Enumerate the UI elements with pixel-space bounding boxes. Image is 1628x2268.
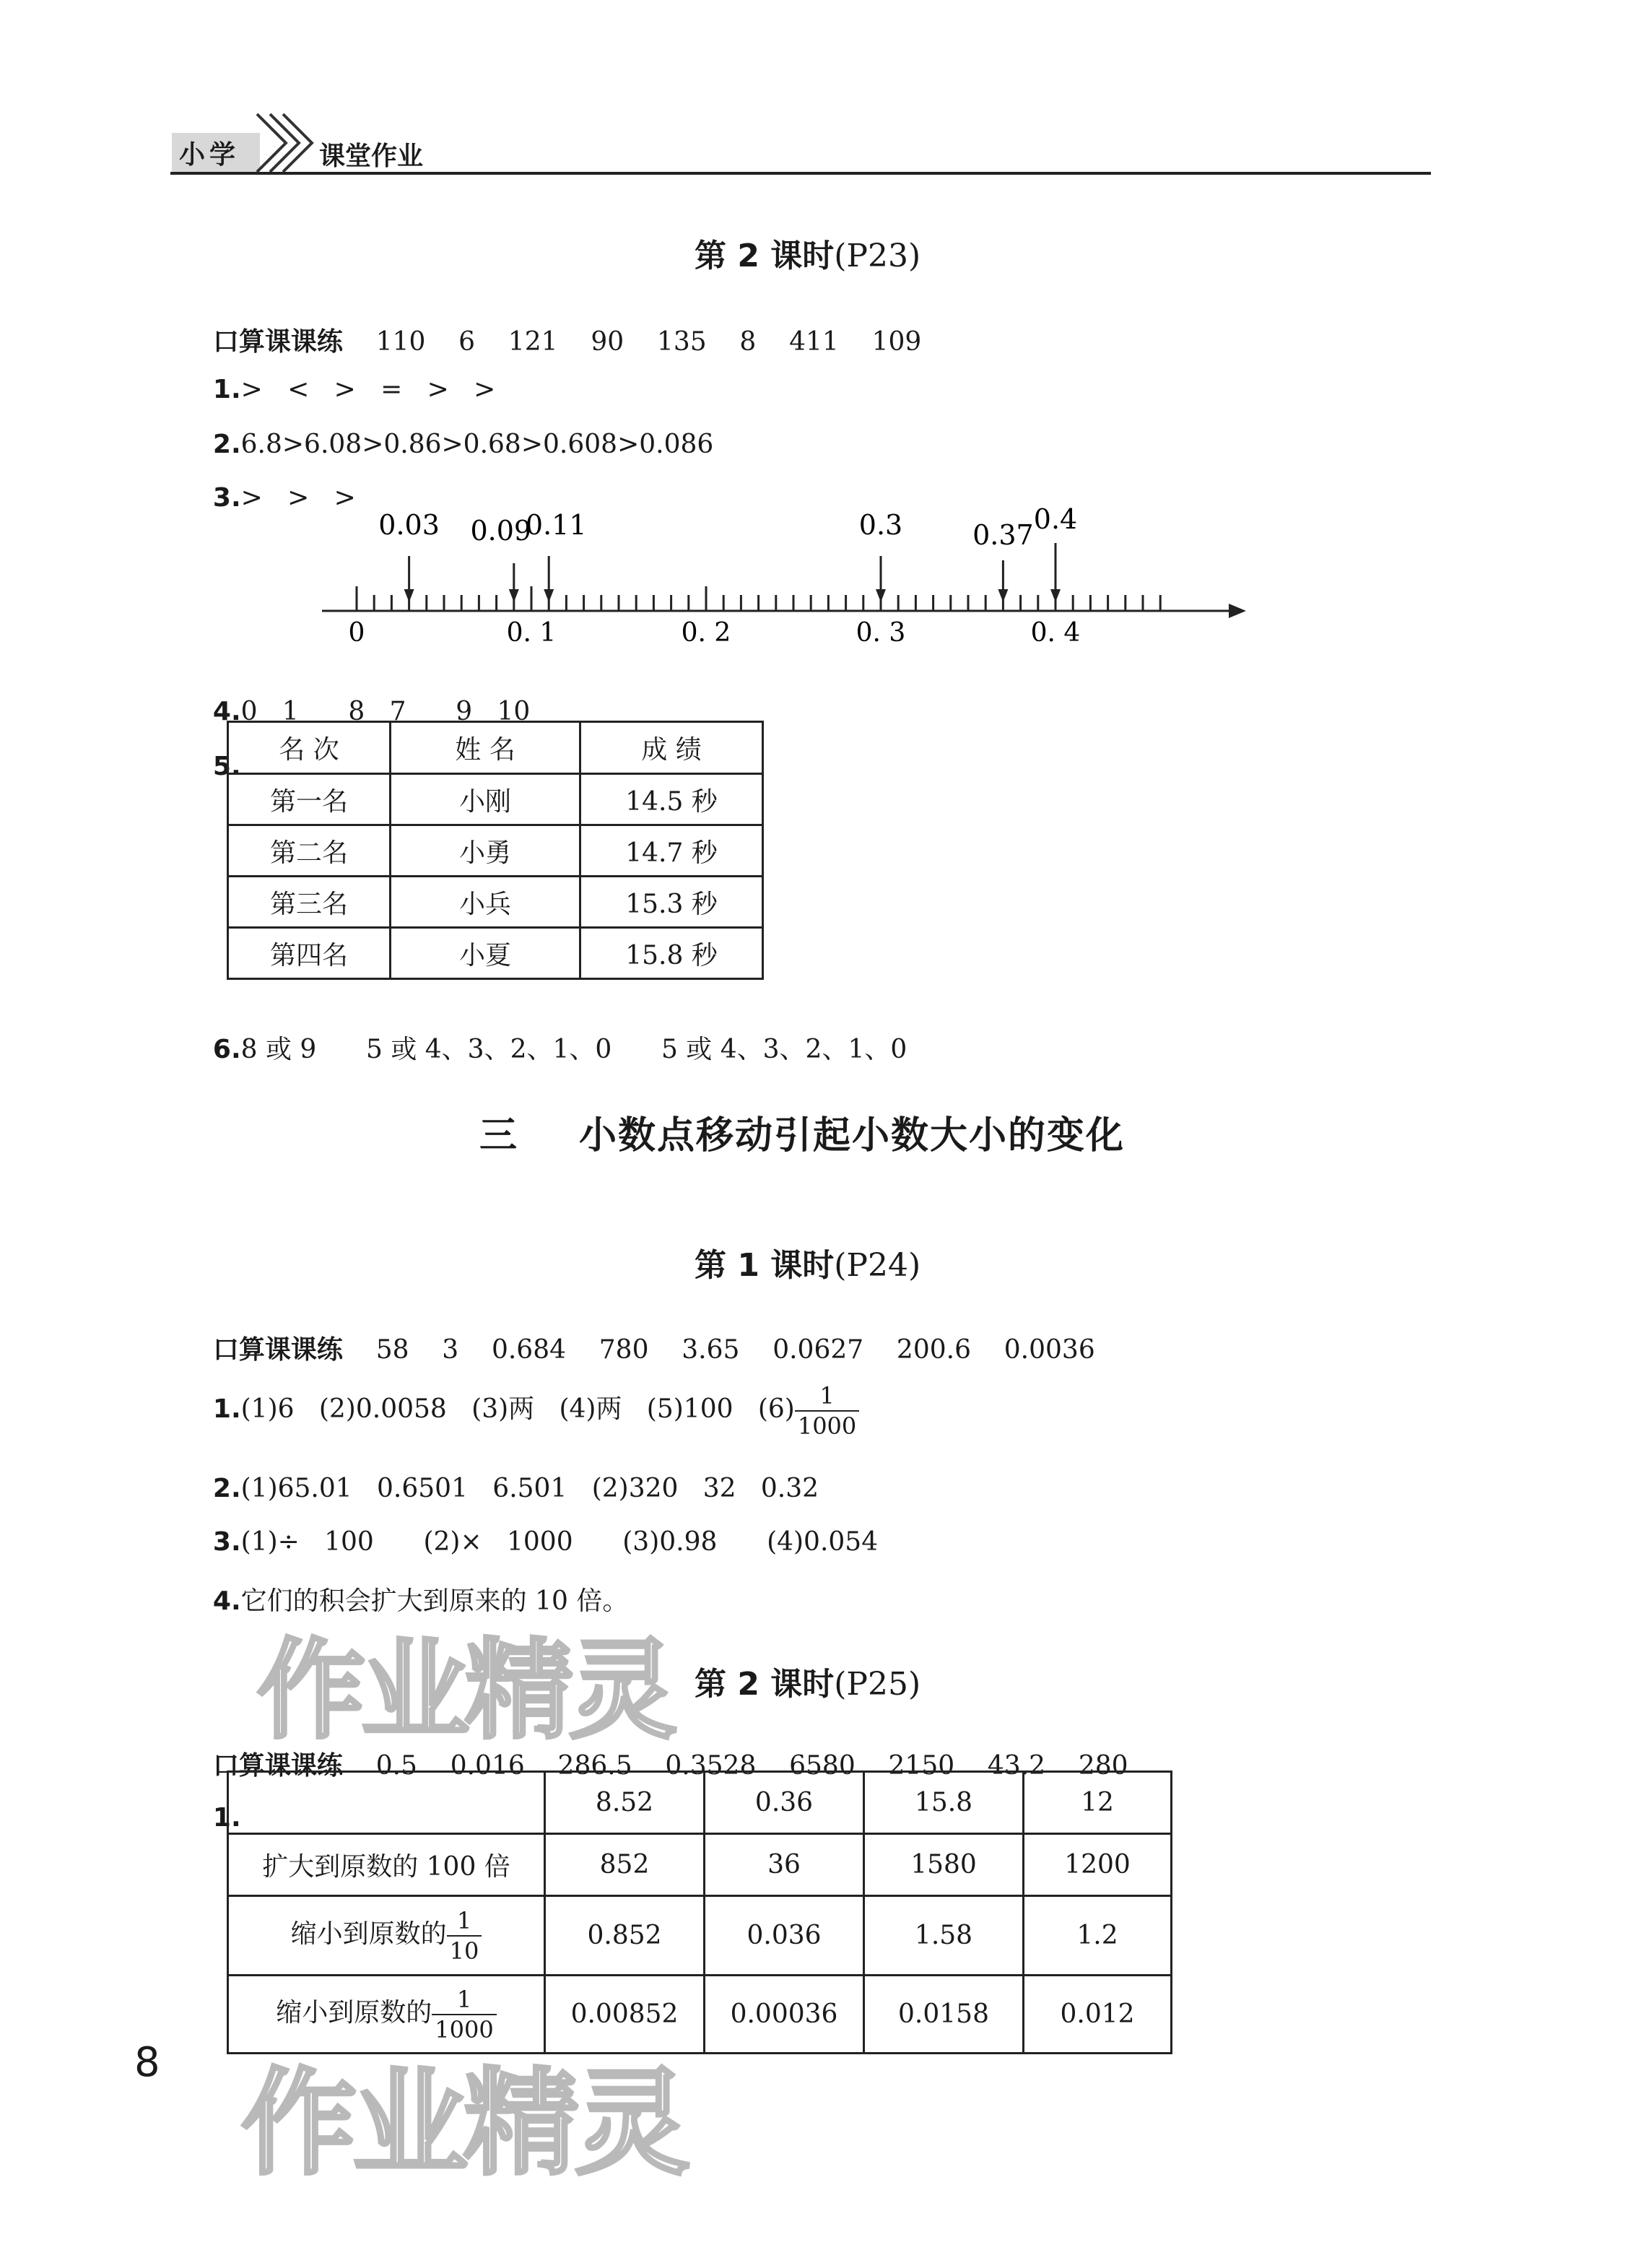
ranking-table	[227, 721, 764, 980]
number-line-arrow-head	[876, 589, 886, 602]
table-header-row	[228, 722, 763, 774]
q-num: 1.	[212, 1803, 241, 1833]
number-line-arrow-head	[509, 589, 519, 602]
table-cell: 36	[705, 1834, 864, 1896]
q-text: 它们的积会扩大到原来的 10 倍。	[240, 1586, 629, 1616]
table-cell: 小夏	[391, 928, 580, 979]
q-num: 4.	[212, 1586, 241, 1616]
q-num: 6.	[212, 1035, 241, 1064]
q-text: > < > = > >	[240, 375, 496, 404]
table-cell: 1200	[1024, 1834, 1172, 1896]
table-header: 15.8	[864, 1772, 1024, 1834]
oral-label: 口算课课练	[212, 327, 343, 357]
table-cell: 小兵	[391, 877, 580, 928]
q-text: (1)6 (2)0.0058 (3)两 (4)两 (5)100 (6)	[240, 1394, 795, 1424]
number-line-arrow-label: 0.4	[1033, 503, 1078, 535]
table-cell: 小刚	[391, 774, 580, 825]
header-title: 课堂作业	[319, 142, 424, 171]
section-number: 三	[479, 1114, 519, 1157]
number-line-arrow-head	[1050, 589, 1061, 602]
number-line-tick-label: 0	[348, 618, 365, 648]
table-cell: 第二名	[228, 825, 391, 877]
q-text: > > >	[240, 483, 356, 513]
number-line-tick-label: 0. 1	[506, 618, 557, 648]
table-cell: 小勇	[391, 825, 580, 877]
table-cell: 0.012	[1024, 1976, 1172, 2054]
lesson-a-q6	[196, 999, 907, 1066]
table-header: 8.52	[545, 1772, 705, 1834]
table-cell: 0.0158	[864, 1976, 1024, 2054]
number-line-arrowhead	[1229, 604, 1246, 618]
number-line-tick-label: 0. 3	[856, 618, 906, 648]
number-line	[0, 0, 1628, 679]
lesson-b-title-text: 第 1 课时	[695, 1247, 835, 1284]
table-row	[228, 825, 763, 877]
lesson-a-page: (P23)	[834, 238, 921, 274]
table-header	[228, 1772, 545, 1834]
number-line-arrow-label: 0.09	[470, 515, 532, 547]
number-line-tick-label: 0. 2	[681, 618, 731, 648]
number-line-arrow-label: 0.37	[972, 519, 1034, 551]
table-cell: 1.58	[864, 1896, 1024, 1976]
q-num: 1.	[212, 1394, 241, 1424]
q-num: 4.	[212, 697, 241, 726]
table-cell: 第四名	[228, 928, 391, 979]
number-line-arrow-label: 0.03	[378, 509, 440, 541]
table-cell: 0.00036	[705, 1976, 864, 2054]
table-cell: 1580	[864, 1834, 1024, 1896]
table-header: 名 次	[228, 722, 391, 774]
fraction-denominator: 1000	[435, 2015, 494, 2043]
table-cell: 第一名	[228, 774, 391, 825]
number-line-arrow-label: 0.3	[858, 509, 903, 541]
fraction-numerator: 1	[795, 1384, 859, 1412]
table-cell: 0.852	[545, 1896, 705, 1976]
lesson-b-q1	[196, 1355, 859, 1438]
q-num: 3.	[212, 483, 241, 513]
table-row	[228, 774, 763, 825]
row-label-text: 缩小到原数的	[276, 1997, 432, 2028]
table-row	[228, 1896, 1172, 1976]
number-line-arrow-label: 0.11	[525, 509, 587, 541]
lesson-b-q2	[196, 1444, 819, 1503]
table-header: 成 绩	[580, 722, 763, 774]
table-cell: 0.00852	[545, 1976, 705, 2054]
q-text: 6.8>6.08>0.86>0.68>0.608>0.086	[240, 430, 714, 459]
watermark-top: 作业精灵	[257, 1628, 674, 1754]
table-row	[228, 1834, 1172, 1896]
q-num: 2.	[212, 1474, 241, 1503]
table-header-row	[228, 1772, 1172, 1834]
q-num: 2.	[212, 430, 241, 459]
table-cell: 15.8 秒	[580, 928, 763, 979]
row-label-text: 缩小到原数的	[290, 1919, 447, 1949]
number-line-arrow-head	[404, 589, 414, 602]
number-line-tick-label: 0. 4	[1030, 618, 1081, 648]
section-heading	[479, 1105, 1125, 1159]
number-line-arrow-head	[998, 589, 1008, 602]
table-header: 0.36	[705, 1772, 864, 1834]
fraction-denominator: 10	[449, 1937, 479, 1965]
oral-answers: 58 3 0.684 780 3.65 0.0627 200.6 0.0036	[375, 1335, 1095, 1365]
fraction	[795, 1384, 859, 1438]
scale-table	[227, 1770, 1172, 2054]
lesson-b-page: (P24)	[834, 1247, 921, 1284]
number-line-arrow-head	[544, 589, 554, 602]
fraction-numerator: 1	[432, 1988, 496, 2015]
table-header: 姓 名	[391, 722, 580, 774]
table-cell: 14.7 秒	[580, 825, 763, 877]
table-cell: 0.036	[705, 1896, 864, 1976]
table-row-label	[228, 1896, 545, 1976]
oral-answers: 0.5 0.016 286.5 0.3528 6580 2150 43.2 280	[375, 1751, 1128, 1781]
q-num: 3.	[212, 1527, 241, 1557]
fraction	[447, 1906, 482, 1965]
lesson-b-q3	[196, 1498, 878, 1557]
q-num: 1.	[212, 375, 241, 404]
section-title: 小数点移动引起小数大小的变化	[579, 1114, 1126, 1157]
oral-label: 口算课课练	[212, 1751, 343, 1781]
table-header: 12	[1024, 1772, 1172, 1834]
lesson-b-title	[695, 1239, 920, 1285]
q-text: 0 1 8 7 9 10	[240, 697, 531, 726]
lesson-c-title-text: 第 2 课时	[695, 1666, 835, 1703]
q-text: (1)65.01 0.6501 6.501 (2)320 32 0.32	[240, 1474, 819, 1503]
oral-answers: 110 6 121 90 135 8 411 109	[375, 327, 922, 357]
lesson-a-title-text: 第 2 课时	[695, 238, 835, 274]
table-row-label: 扩大到原数的 100 倍	[228, 1834, 545, 1896]
fraction-denominator: 1000	[797, 1412, 857, 1440]
q-text: 8 或 9 5 或 4、3、2、1、0 5 或 4、3、2、1、0	[240, 1035, 907, 1064]
table-cell: 852	[545, 1834, 705, 1896]
lesson-c-page: (P25)	[834, 1666, 921, 1703]
oral-label: 口算课课练	[212, 1335, 343, 1365]
table-cell: 第三名	[228, 877, 391, 928]
table-row	[228, 928, 763, 979]
table-cell: 15.3 秒	[580, 877, 763, 928]
q-num: 5.	[212, 752, 241, 781]
header-grade: 小学	[179, 140, 240, 170]
lesson-a-q4	[196, 667, 530, 726]
lesson-c-title	[695, 1658, 920, 1704]
fraction-numerator: 1	[447, 1909, 482, 1937]
page-number: 8	[134, 2039, 160, 2086]
q-text: (1)÷ 100 (2)× 1000 (3)0.98 (4)0.054	[240, 1527, 879, 1557]
table-cell: 1.2	[1024, 1896, 1172, 1976]
watermark-bottom: 作业精灵	[241, 2056, 687, 2191]
table-cell: 14.5 秒	[580, 774, 763, 825]
table-row	[228, 877, 763, 928]
